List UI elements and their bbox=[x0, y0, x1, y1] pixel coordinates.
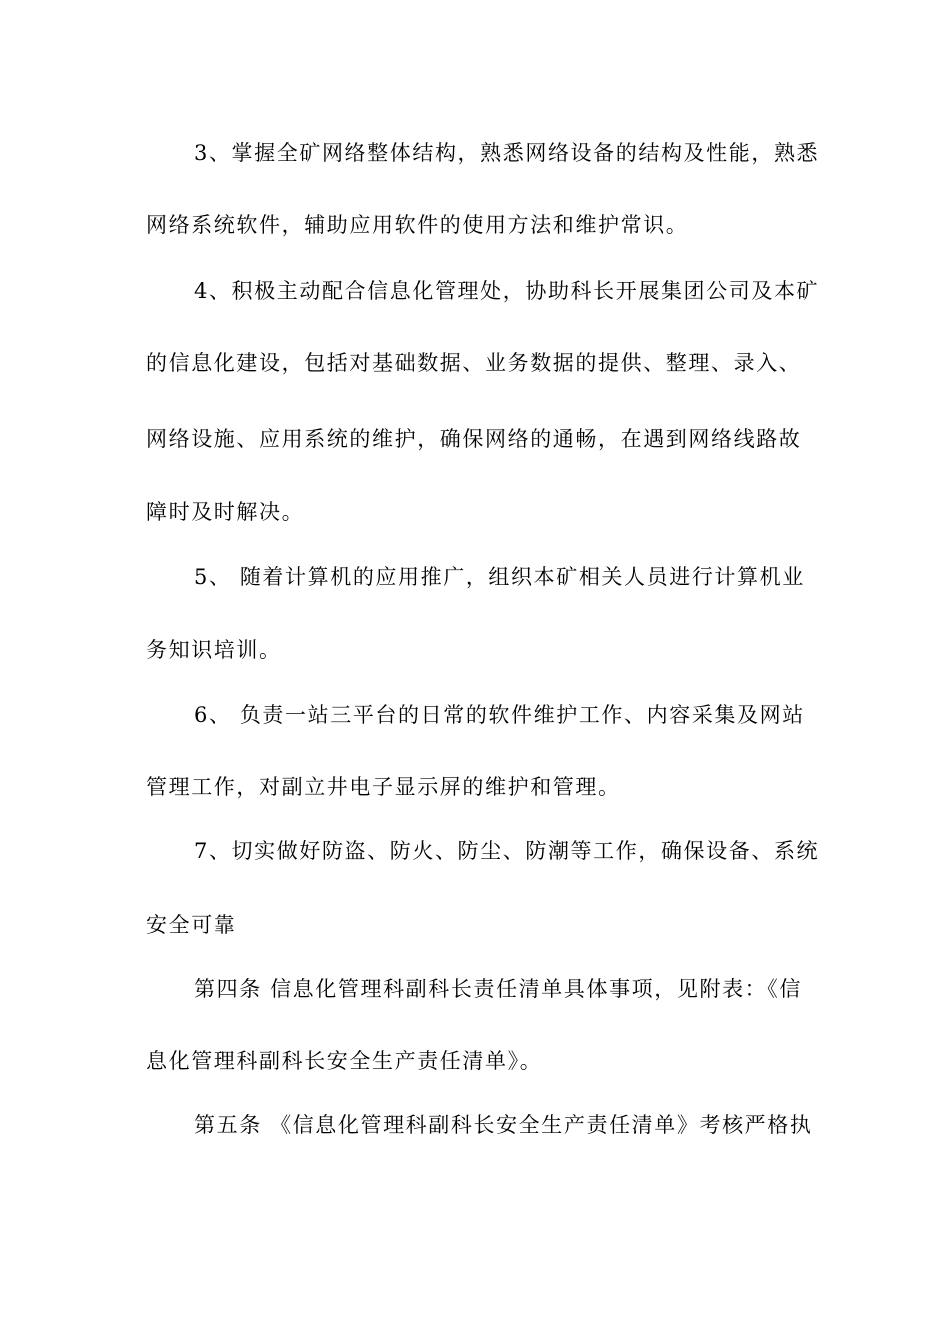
article-4-line-1: 第四条 信息化管理科副科长责任清单具体事项，见附表：《信 bbox=[194, 977, 802, 1001]
item-5-line-1: 5、 随着计算机的应用推广，组织本矿相关人员进行计算机业 bbox=[194, 565, 805, 589]
item-6-line-2: 管理工作，对副立井电子显示屏的维护和管理。 bbox=[146, 775, 621, 799]
item-4-line-2: 的信息化建设，包括对基础数据、业务数据的提供、整理、录入、 bbox=[146, 351, 802, 375]
item-5-line-2: 务知识培训。 bbox=[146, 638, 282, 662]
item-3-line-1: 3、掌握全矿网络整体结构，熟悉网络设备的结构及性能，熟悉 bbox=[194, 141, 820, 165]
item-4-line-4: 障时及时解决。 bbox=[146, 500, 305, 524]
item-7-line-2: 安全可靠 bbox=[146, 913, 237, 937]
article-4-line-2: 息化管理科副科长安全生产责任清单》。 bbox=[146, 1049, 543, 1073]
item-4-line-1: 4、积极主动配合信息化管理处，协助科长开展集团公司及本矿 bbox=[194, 279, 820, 303]
item-7-line-1: 7、切实做好防盗、防火、防尘、防潮等工作，确保设备、系统 bbox=[194, 839, 820, 863]
item-6-line-1: 6、 负责一站三平台的日常的软件维护工作、内容采集及网站 bbox=[194, 703, 805, 727]
item-4-line-3: 网络设施、应用系统的维护，确保网络的通畅，在遇到网络线路故 bbox=[146, 427, 802, 451]
article-5-line-1: 第五条 《信息化管理科副科长安全生产责任清单》考核严格执 bbox=[194, 1113, 813, 1137]
item-3-line-2: 网络系统软件，辅助应用软件的使用方法和维护常识。 bbox=[146, 213, 689, 237]
